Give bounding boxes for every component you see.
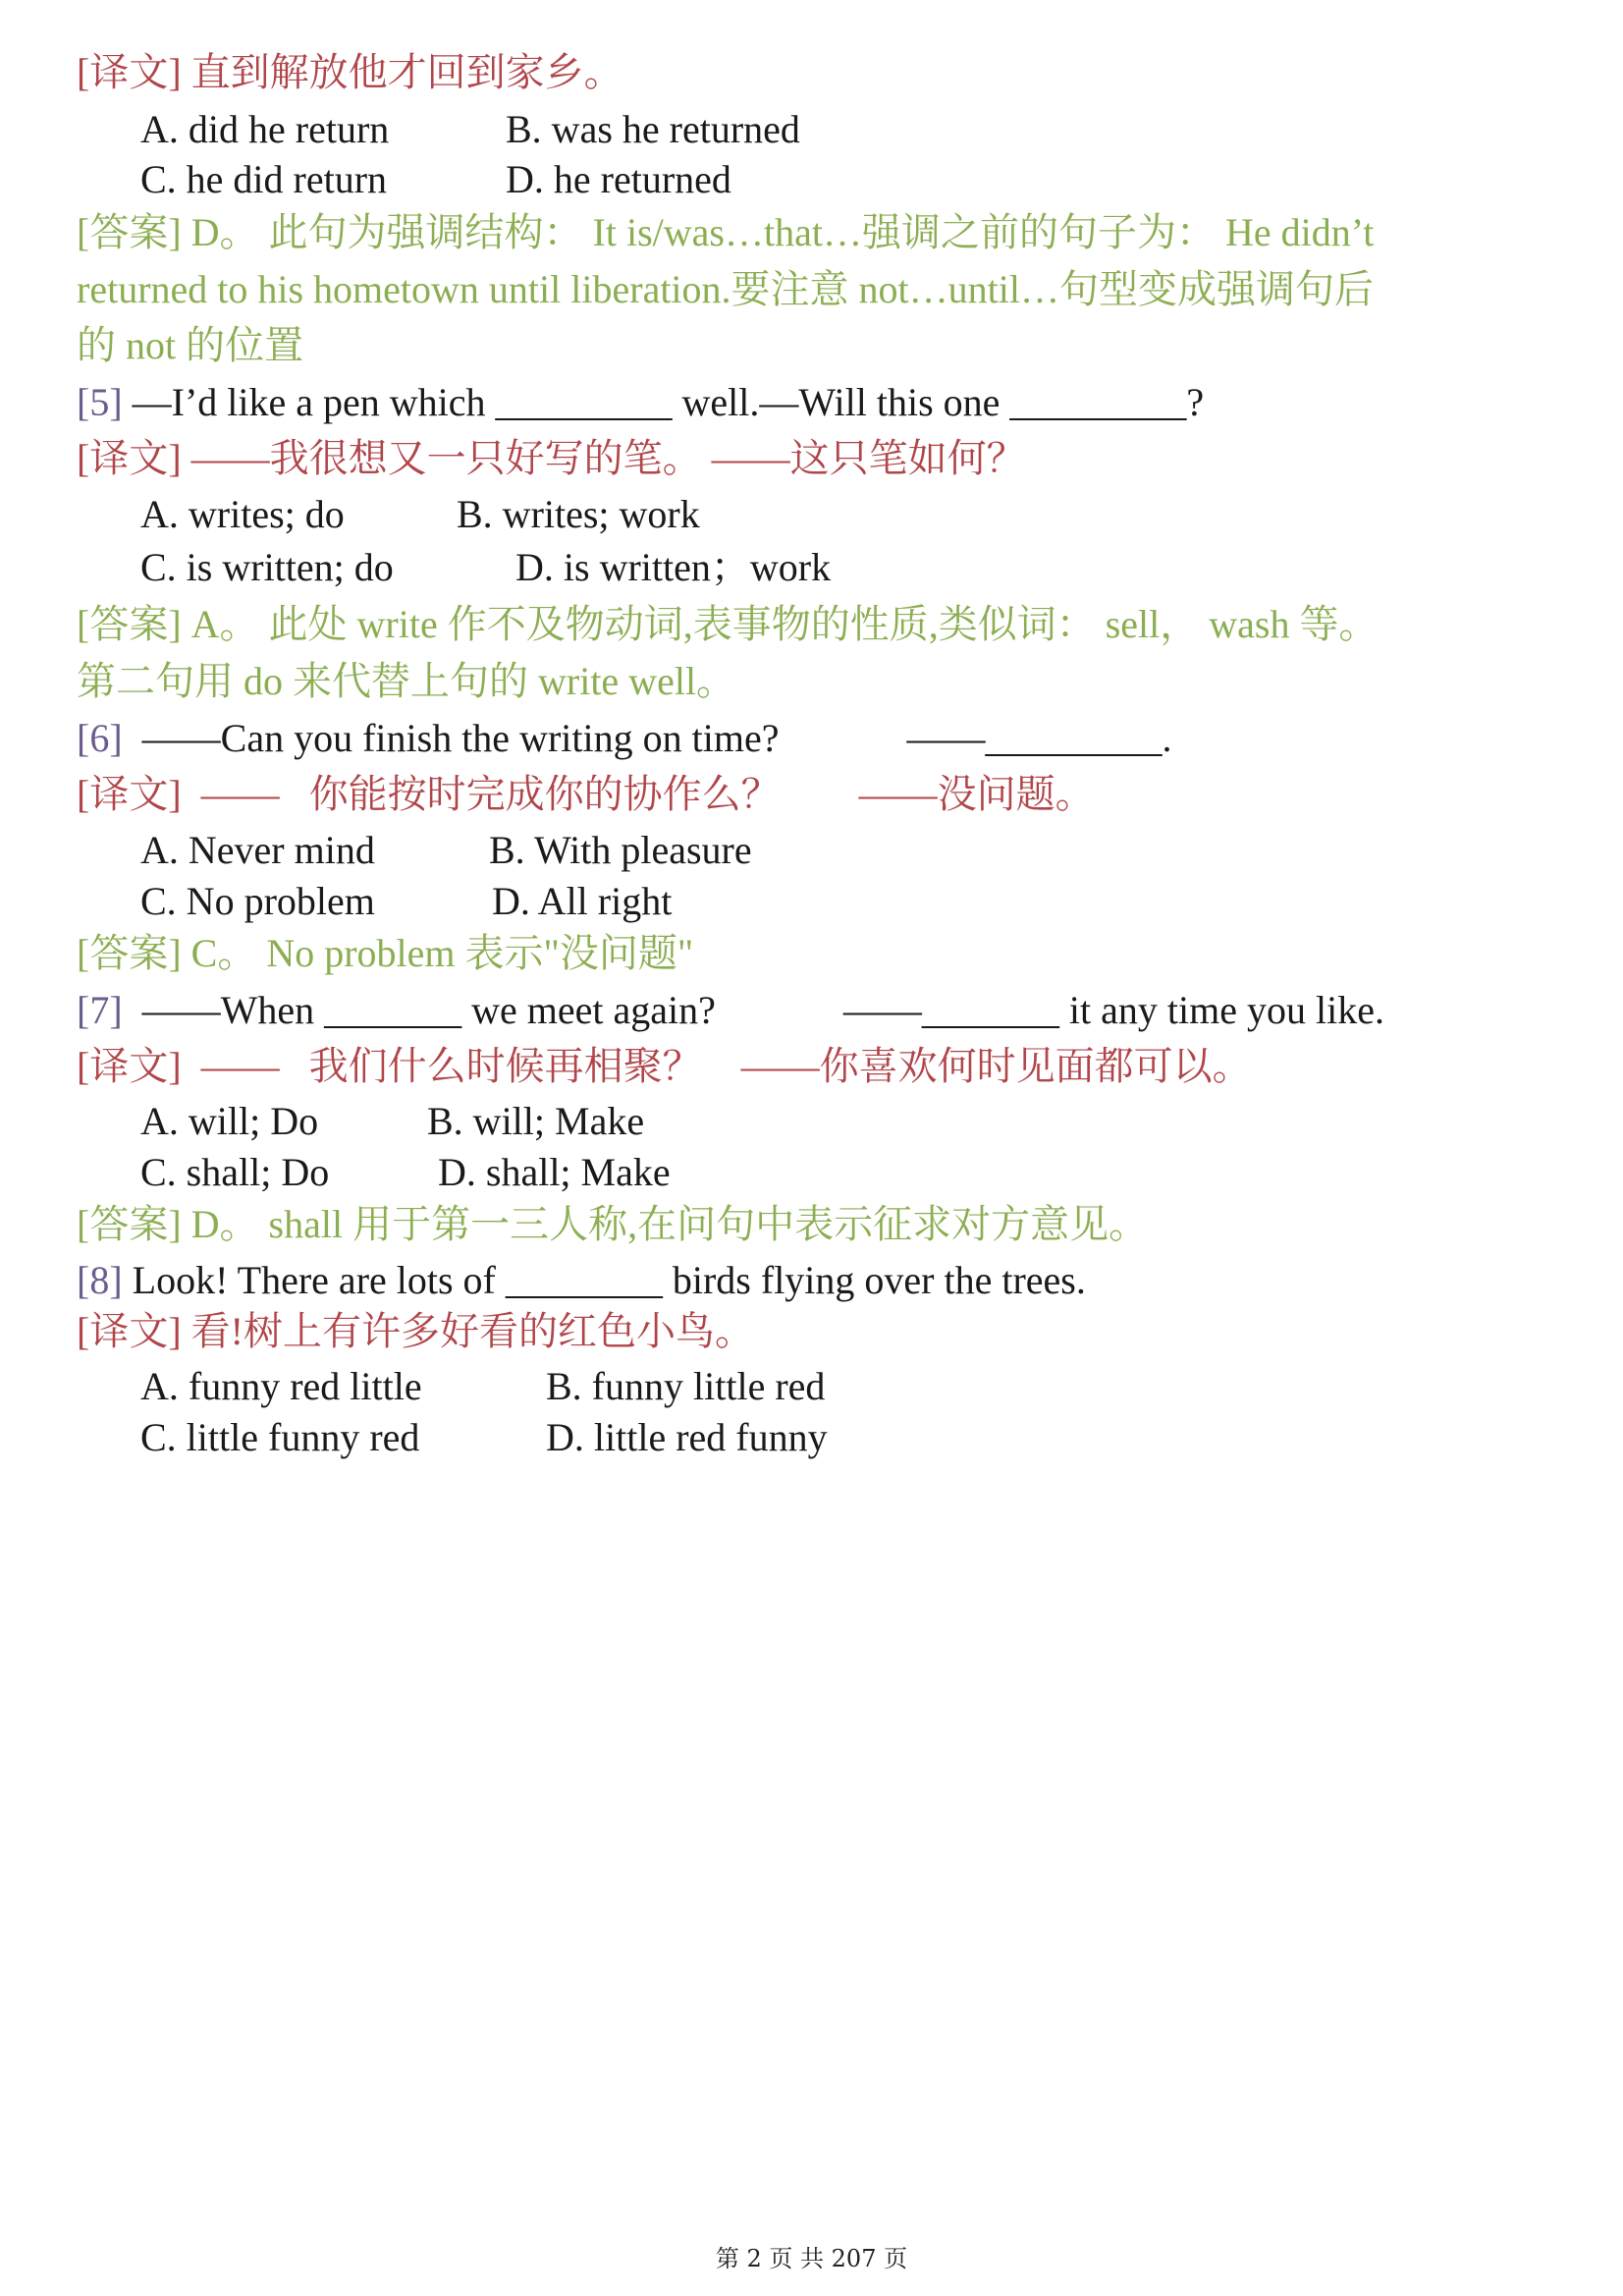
- q4-options-row-2: [140, 156, 731, 203]
- translation-tag: [译文]: [77, 772, 182, 816]
- q7-options-row-1: [140, 1098, 644, 1145]
- q4-translation: [77, 49, 623, 96]
- translation-tag: [译文]: [77, 1309, 182, 1353]
- q7-translation: [77, 1043, 1252, 1090]
- q6-question: [77, 715, 1171, 762]
- option-b: B. writes; work: [457, 492, 700, 536]
- option-a: A. writes; do: [140, 492, 345, 536]
- translation-tag: [译文]: [77, 1044, 182, 1088]
- translation-text: 直到解放他才回到家乡。: [190, 50, 623, 94]
- option-d: D. little red funny: [546, 1415, 828, 1459]
- translation-text: 看!树上有许多好看的红色小鸟。: [190, 1309, 754, 1353]
- q8-options-row-1: [140, 1363, 825, 1410]
- q6-answer-line-1: [答案] C。 No problem 表示"没问题": [77, 931, 694, 975]
- question-number: [5]: [77, 380, 123, 424]
- translation-text: ―― 你能按时完成你的协作么？ ――没问题。: [190, 772, 1095, 816]
- option-a: A. funny red little: [140, 1364, 422, 1408]
- page-footer: 第 2 页 共 207 页: [715, 2245, 908, 2272]
- q5-question: [77, 379, 1204, 426]
- q8-question: [77, 1257, 1086, 1304]
- option-c: C. little funny red: [140, 1415, 420, 1459]
- option-c: C. No problem: [140, 879, 375, 923]
- option-d: D. he returned: [506, 157, 731, 201]
- question-text: Look! There are lots of ________ birds flying over the trees.: [132, 1258, 1086, 1302]
- q5-options-row-2: [140, 544, 831, 591]
- option-b: B. was he returned: [506, 107, 800, 151]
- q7-options-row-2: [140, 1149, 671, 1196]
- q8-translation: [77, 1308, 754, 1355]
- q4-options-row-1: [140, 106, 800, 153]
- q4-answer-line-3: 的 not 的位置: [77, 323, 304, 367]
- q5-options-row-1: [140, 491, 700, 538]
- q4-answer-line-1: [答案] D。 此句为强调结构： It is/was…that…强调之前的句子为： He didn’t: [77, 210, 1375, 254]
- question-text: —I’d like a pen which _________ well.—Will this one _________?: [132, 380, 1205, 424]
- option-d: D. shall; Make: [438, 1150, 671, 1194]
- translation-tag: [译文]: [77, 50, 182, 94]
- question-text: ――Can you finish the writing on time? ――_________.: [132, 716, 1172, 760]
- translation-tag: [译文]: [77, 436, 182, 480]
- q7-answer-line-1: [答案] D。 shall 用于第一三人称,在问句中表示征求对方意见。: [77, 1202, 1149, 1246]
- option-c: C. shall; Do: [140, 1150, 330, 1194]
- option-d: D. is written；work: [515, 545, 832, 589]
- translation-text: ―― 我们什么时候再相聚？ ――你喜欢何时见面都可以。: [190, 1044, 1252, 1088]
- q4-answer-line-2: returned to his hometown until liberation.要注意 not…until…句型变成强调句后: [77, 267, 1374, 311]
- option-a: A. Never mind: [140, 828, 375, 872]
- question-number: [7]: [77, 988, 123, 1032]
- option-d: D. All right: [492, 879, 673, 923]
- option-a: A. will; Do: [140, 1099, 319, 1143]
- q6-options-row-2: [140, 878, 672, 925]
- option-a: A. did he return: [140, 107, 390, 151]
- translation-text: ——我很想又一只好写的笔。 ——这只笔如何？: [190, 436, 1026, 480]
- q5-answer-line-1: [答案] A。 此处 write 作不及物动词,表事物的性质,类似词： sell， wash 等。: [77, 602, 1379, 646]
- q5-answer-line-2: 第二句用 do 来代替上句的 write well。: [77, 659, 736, 703]
- q8-options-row-2: [140, 1414, 828, 1461]
- question-number: [8]: [77, 1258, 123, 1302]
- question-text: ――When _______ we meet again? ――_______ it any time you like.: [132, 988, 1384, 1032]
- option-c: C. is written; do: [140, 545, 394, 589]
- q7-question: [77, 987, 1384, 1034]
- option-c: C. he did return: [140, 157, 388, 201]
- question-number: [6]: [77, 716, 123, 760]
- option-b: B. funny little red: [546, 1364, 826, 1408]
- q5-translation: [77, 435, 1026, 482]
- q6-options-row-1: [140, 827, 752, 874]
- option-b: B. will; Make: [427, 1099, 645, 1143]
- q6-translation: [77, 771, 1095, 818]
- option-b: B. With pleasure: [489, 828, 752, 872]
